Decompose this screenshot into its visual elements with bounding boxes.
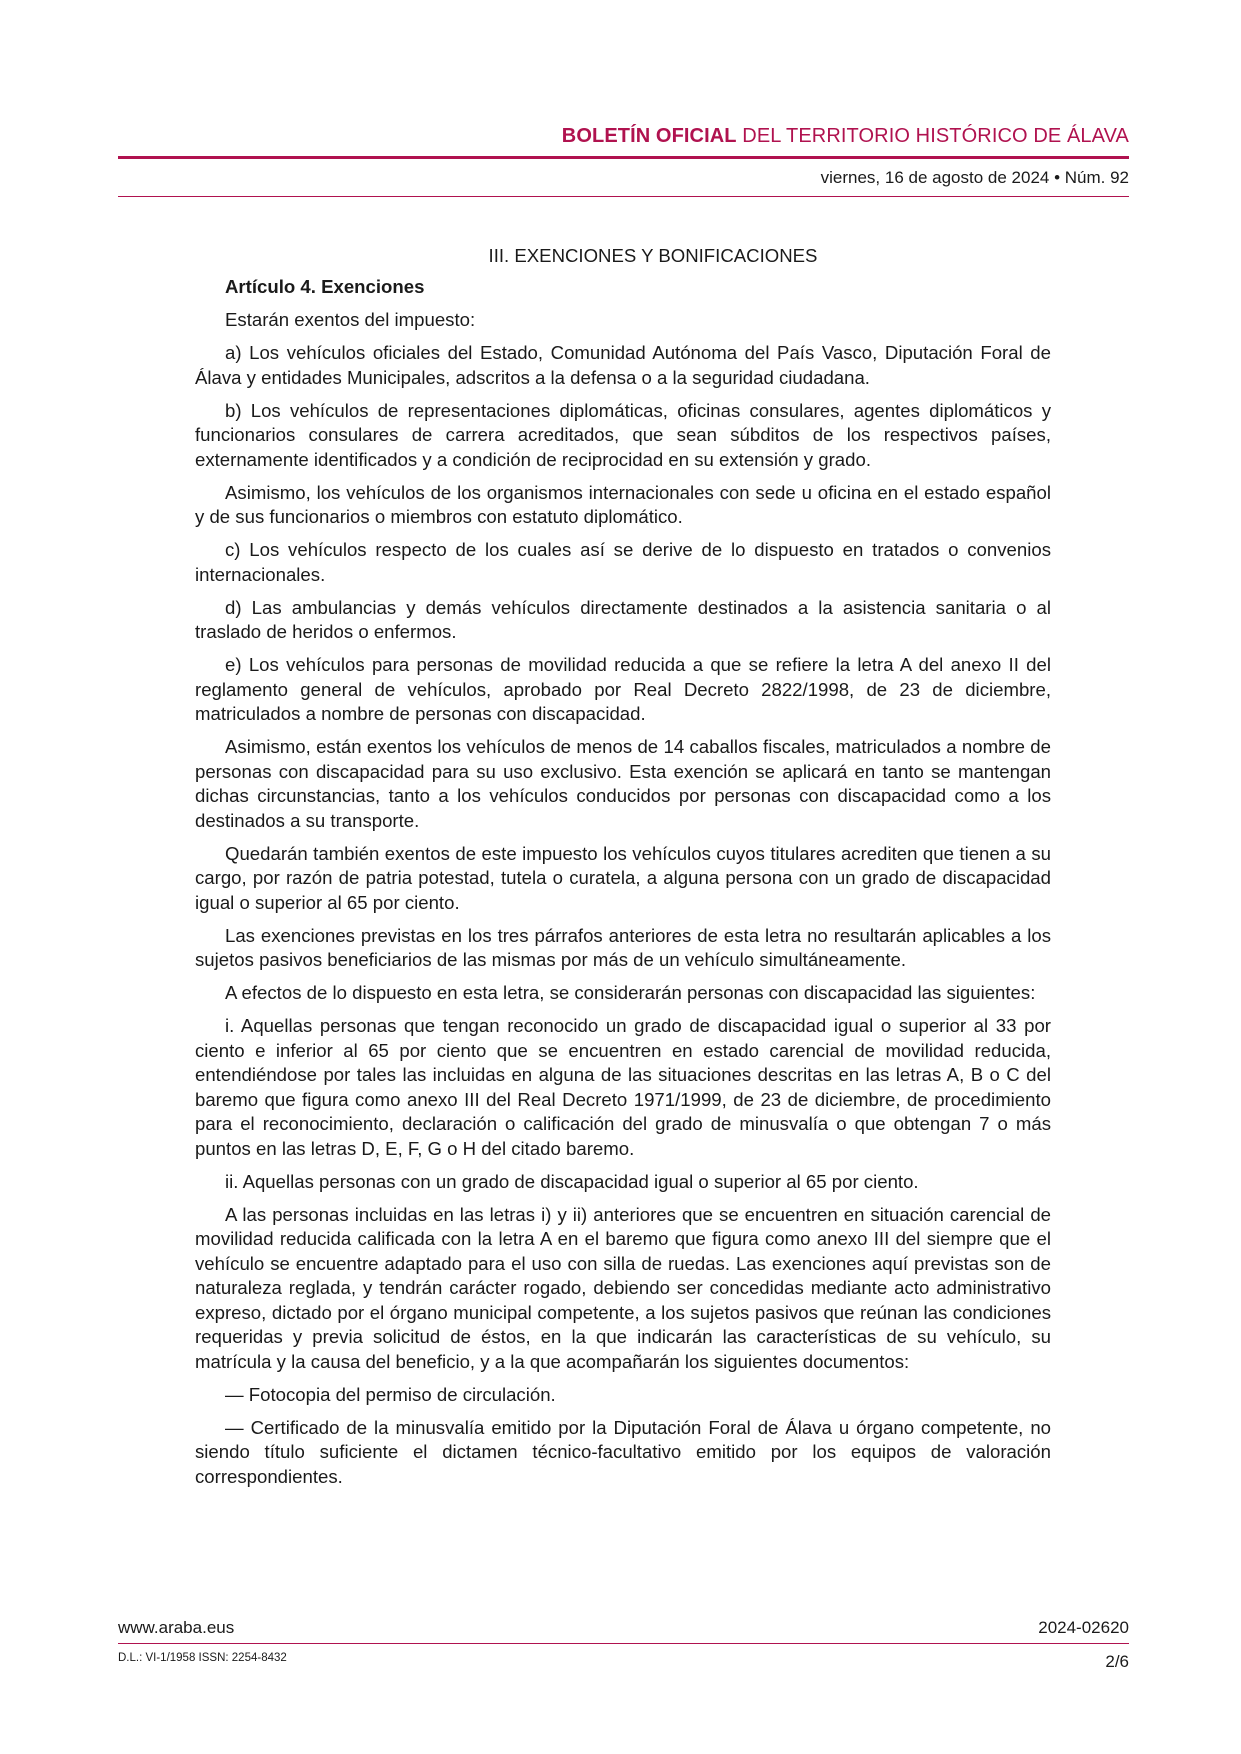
paragraph: ii. Aquellas personas con un grado de discapacidad igual o superior al 65 por ciento. xyxy=(225,1170,919,1192)
paragraph: a) Los vehículos oficiales del Estado, Comunidad Autónoma del País Vasco, Diputación Foral de Álava y entidades Municipales, adscritos a la defensa o a la seguridad ciudadana. xyxy=(195,342,1051,388)
page-number: 2/6 xyxy=(1105,1652,1129,1671)
footer-rule xyxy=(118,1643,1129,1644)
paragraph: Las exenciones previstas en los tres párrafos anteriores de esta letra no resultarán aplicables a los sujetos pasivos beneficiarios de las mismas por más de un vehículo simultáneamente. xyxy=(195,924,1051,970)
bulletin-territory: DEL TERRITORIO HISTÓRICO DE ÁLAVA xyxy=(736,125,1129,147)
paragraph: Quedarán también exentos de este impuesto los vehículos cuyos titulares acrediten que tienen a su cargo, por razón de patria potestad, tutela o curatela, a alguna persona con un grado de discapacidad igual o superior al 65 por ciento. xyxy=(195,842,1051,913)
section-title: III. EXENCIONES Y BONIFICACIONES xyxy=(488,245,818,266)
paragraph: d) Las ambulancias y demás vehículos directamente destinados a la asistencia sanitaria o al traslado de heridos o enfermos. xyxy=(195,596,1051,642)
bulletin-header-title xyxy=(562,125,1129,148)
paragraph: A efectos de lo dispuesto en esta letra, se considerarán personas con discapacidad las siguientes: xyxy=(225,982,1036,1003)
paragraph: Asimismo, los vehículos de los organismos internacionales con sede u oficina en el estado español y de sus funcionarios o miembros con estatuto diplomático. xyxy=(195,481,1051,527)
paragraph: i. Aquellas personas que tengan reconocido un grado de discapacidad igual o superior al 33 por ciento e inferior al 65 por ciento que se encuentren en estado carencial de movilidad reducida, entendiéndose por tales las incluidas en alguna de las situaciones descritas en las letras A, B o C del baremo que figura como anexo III del Real Decreto 1971/1999, de 23 de diciembre, de procedimiento para el reconocimiento, declaración o calificación del grado de minusvalía o que obtengan 7 o más puntos en las letras D, E, F, G o H del citado baremo. xyxy=(195,1015,1051,1159)
legal-deposit-issn: D.L.: VI-1/1958 ISSN: 2254-8432 xyxy=(118,1652,287,1664)
header-sub-rule xyxy=(118,196,1129,197)
header-rule xyxy=(118,156,1129,159)
paragraph: Estarán exentos del impuesto: xyxy=(225,309,476,330)
document-body xyxy=(195,244,1051,1498)
website-link[interactable]: www.araba.eus xyxy=(118,1618,235,1637)
paragraph: Asimismo, están exentos los vehículos de menos de 14 caballos fiscales, matriculados a nombre de personas con discapacidad para su uso exclusivo. Esta exención se aplicará en tanto se mantengan dichas circunstancias, tanto a los vehículos conducidos por personas con discapacidad como a los destinados a su transporte. xyxy=(195,736,1051,831)
paragraph: — Certificado de la minusvalía emitido por la Diputación Foral de Álava u órgano competente, no siendo título suficiente el dictamen técnico-facultativo emitido por los equipos de valoración correspondientes. xyxy=(195,1416,1051,1487)
paragraph: c) Los vehículos respecto de los cuales así se derive de lo dispuesto en tratados o convenios internacionales. xyxy=(195,539,1051,585)
paragraph: A las personas incluidas en las letras i) y ii) anteriores que se encuentren en situación carencial de movilidad reducida calificada con la letra A en el baremo que figura como anexo III del siempre que el vehículo se encuentre adaptado para el uso con silla de ruedas. Las exenciones aquí previstas son de naturaleza reglada, y tendrán carácter rogado, debiendo ser concedidas mediante acto administrativo expreso, dictado por el órgano municipal competente, a los sujetos pasivos que reúnan las condiciones requeridas y previa solicitud de éstos, en la que indicarán las características de su vehículo, su matrícula y la causa del beneficio, y a la que acompañarán los siguientes documentos: xyxy=(195,1203,1051,1372)
paragraph: — Fotocopia del permiso de circulación. xyxy=(225,1383,556,1405)
issue-date-number: viernes, 16 de agosto de 2024 • Núm. 92 xyxy=(820,168,1129,187)
document-number: 2024-02620 xyxy=(1038,1618,1129,1637)
bulletin-name: BOLETÍN OFICIAL xyxy=(561,125,737,147)
article-title: Artículo 4. Exenciones xyxy=(225,275,425,297)
paragraph: e) Los vehículos para personas de movilidad reducida a que se refiere la letra A del anexo II del reglamento general de vehículos, aprobado por Real Decreto 2822/1998, de 23 de diciembre, matriculados a nombre de personas con discapacidad. xyxy=(195,654,1051,724)
paragraph: b) Los vehículos de representaciones diplomáticas, oficinas consulares, agentes diplomáticos y funcionarios consulares de carrera acreditados, que sean súbditos de los respectivos países, externamente identificados y a condición de reciprocidad en su extensión y grado. xyxy=(195,399,1051,470)
